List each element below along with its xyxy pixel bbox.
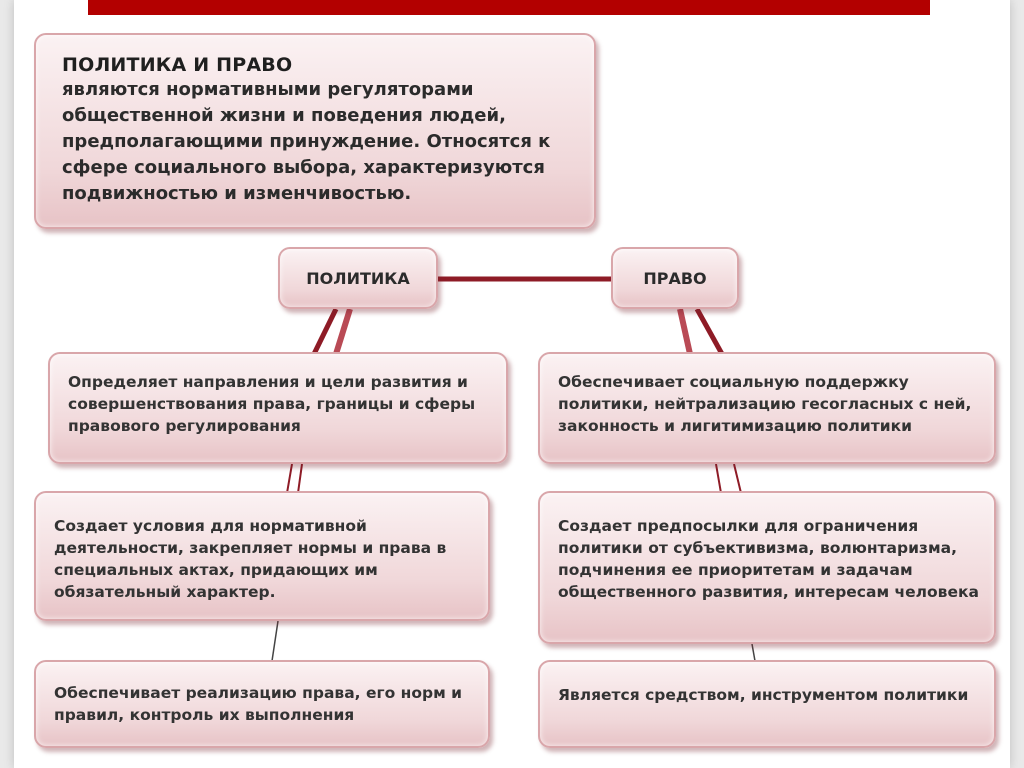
node-politics bbox=[278, 247, 438, 309]
law-item-1: Обеспечивает социальную поддержку политики, нейтрализацию гесогласных с ней, законность и лигитимизацию политики bbox=[538, 352, 996, 464]
link-l1-l2-b bbox=[298, 464, 302, 493]
link-r1-r2-b bbox=[734, 464, 741, 493]
intro-text: являются нормативными регуляторами общественной жизни и поведения людей, предполагающими принуждение. Относятся к сфере социального выбора, характеризуются подвижностью и изменчивостью. bbox=[62, 79, 551, 204]
link-r1-r2-a bbox=[716, 464, 721, 493]
law-item-2: Создает предпосылки для ограничения политики от субъективизма, волюнтаризма, подчинения ее приоритетам и задачам общественного развития, интересам человека bbox=[538, 491, 996, 644]
link-law-r1-a bbox=[680, 309, 690, 354]
link-law-r1-b bbox=[697, 309, 722, 354]
link-politics-l1-b bbox=[336, 309, 350, 354]
politics-item-2: Создает условия для нормативной деятельности, закрепляет нормы и права в специальных актах, придающих им обязательный характер. bbox=[34, 491, 490, 621]
node-law bbox=[611, 247, 739, 309]
politics-item-3: Обеспечивает реализацию права, его норм и правил, контроль их выполнения bbox=[34, 660, 490, 748]
politics-item-1: Определяет направления и цели развития и совершенствования права, границы и сферы правового регулирования bbox=[48, 352, 508, 464]
link-l1-l2-a bbox=[287, 464, 292, 493]
intro-title: ПОЛИТИКА И ПРАВО bbox=[62, 54, 293, 76]
node-politics-label: ПОЛИТИКА bbox=[306, 268, 410, 288]
node-law-label: ПРАВО bbox=[643, 268, 707, 288]
law-item-3: Является средством, инструментом политики bbox=[538, 660, 996, 748]
intro-box bbox=[34, 33, 596, 229]
link-r2-r3 bbox=[752, 644, 755, 661]
link-l2-l3 bbox=[272, 621, 278, 661]
link-politics-l1-a bbox=[314, 309, 336, 354]
